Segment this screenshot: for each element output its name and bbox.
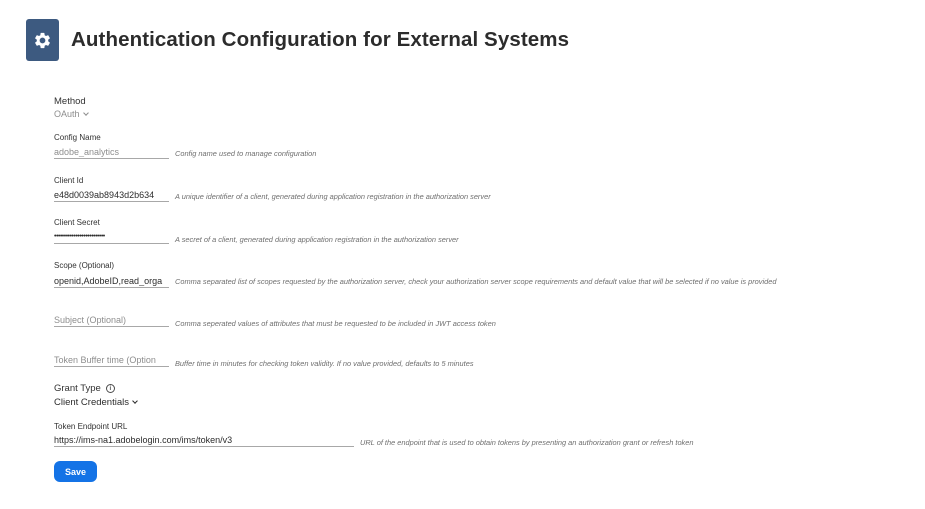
grant-type-value: Client Credentials xyxy=(54,397,129,408)
client-id-help: A unique identifier of a client, generated during application registration in the authorization server xyxy=(175,192,491,201)
method-label: Method xyxy=(54,96,86,107)
grant-type-label: Grant Type xyxy=(54,383,101,394)
method-value: OAuth xyxy=(54,109,80,119)
chevron-down-icon xyxy=(83,110,89,116)
page-title: Authentication Configuration for External Systems xyxy=(71,28,570,51)
token-endpoint-label: Token Endpoint URL xyxy=(54,422,128,431)
token-buffer-input[interactable] xyxy=(54,353,169,367)
scope-label: Scope (Optional) xyxy=(54,261,115,270)
scope-input[interactable] xyxy=(54,274,169,288)
config-name-label: Config Name xyxy=(54,133,101,142)
grant-type-label-row xyxy=(54,383,115,394)
client-id-input[interactable] xyxy=(54,188,169,202)
client-id-label: Client Id xyxy=(54,176,84,185)
subject-help: Comma seperated values of attributes that must be requested to be included in JWT access token xyxy=(175,319,496,328)
token-endpoint-help: URL of the endpoint that is used to obtain tokens by presenting an authorization grant or refresh token xyxy=(360,438,694,447)
config-name-input[interactable] xyxy=(54,145,169,159)
method-picker[interactable] xyxy=(54,109,88,119)
token-buffer-help: Buffer time in minutes for checking token validity. If no value provided, defaults to 5 minutes xyxy=(175,359,474,368)
grant-type-picker[interactable] xyxy=(54,397,137,408)
scope-help: Comma separated list of scopes requested by the authorization server, check your authorization server scope requirements and default value that will be selected if no value is provided xyxy=(175,277,777,286)
auth-config-form xyxy=(54,0,914,509)
subject-input[interactable] xyxy=(54,313,169,327)
config-name-help: Config name used to manage configuration xyxy=(175,149,317,158)
gear-icon xyxy=(33,31,52,50)
token-endpoint-input[interactable] xyxy=(54,433,354,447)
info-icon[interactable]: i xyxy=(106,384,115,393)
client-secret-label: Client Secret xyxy=(54,218,100,227)
chevron-down-icon xyxy=(132,398,138,404)
save-button[interactable]: Save xyxy=(54,461,97,482)
client-secret-input[interactable] xyxy=(54,230,169,244)
client-secret-help: A secret of a client, generated during application registration in the authorization server xyxy=(175,235,459,244)
